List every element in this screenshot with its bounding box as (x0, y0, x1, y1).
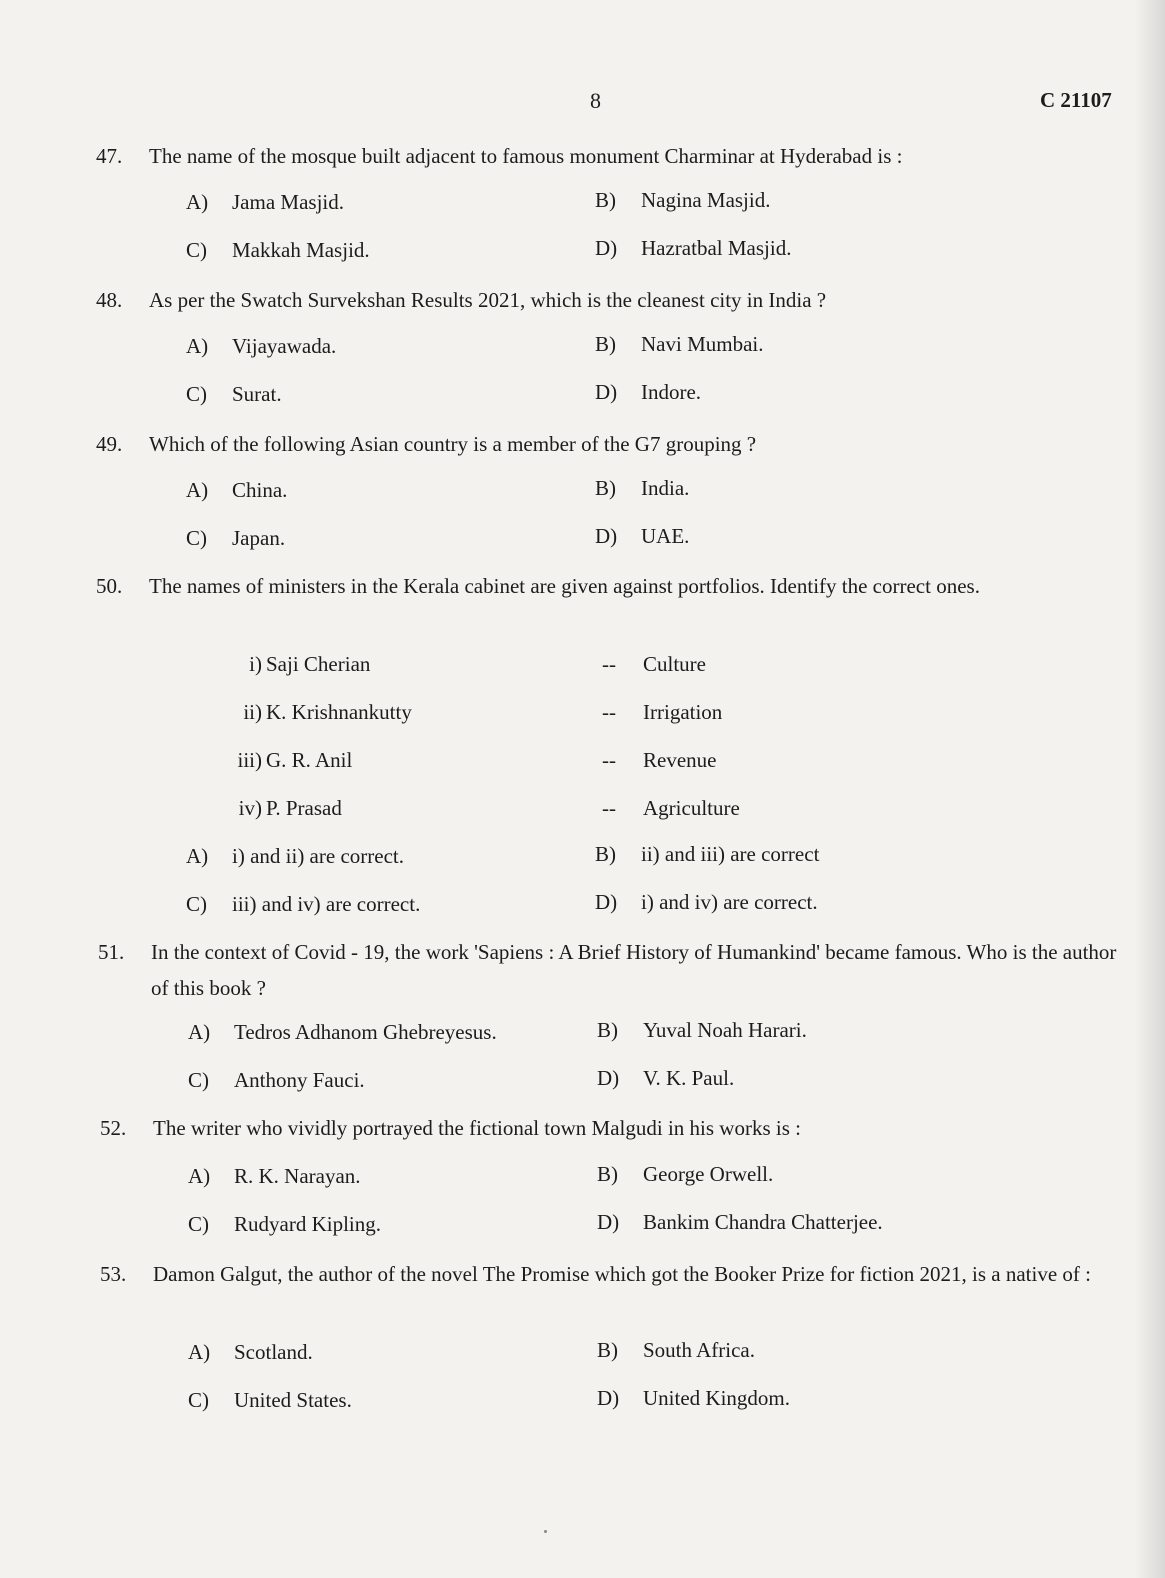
portfolio: Revenue (643, 748, 717, 772)
option-text: Scotland. (234, 1340, 313, 1364)
portfolio: Agriculture (643, 796, 740, 820)
minister-name: Saji Cherian (266, 652, 371, 676)
option-d (595, 236, 791, 261)
option-c (186, 238, 370, 263)
question-48 (96, 282, 1136, 318)
option-text: Vijayawada. (232, 334, 337, 358)
option-label: A) (186, 334, 209, 358)
question-number: 47. (96, 144, 123, 168)
option-text: Navi Mumbai. (641, 332, 764, 356)
option-b (595, 332, 763, 357)
portfolio: Culture (643, 652, 706, 676)
option-text: Indore. (641, 380, 702, 404)
minister-pair (218, 700, 412, 725)
question-50 (96, 568, 1136, 604)
option-b (597, 1162, 773, 1187)
option-text: Hazratbal Masjid. (641, 236, 792, 260)
option-text: Tedros Adhanom Ghebreyesus. (234, 1020, 497, 1044)
option-label: B) (595, 476, 616, 500)
option-label: D) (595, 236, 618, 260)
option-d (597, 1210, 883, 1235)
roman-numeral: ii) (243, 700, 262, 724)
option-d (597, 1386, 790, 1411)
pair-dash: -- (602, 652, 616, 676)
option-a (188, 1340, 313, 1365)
option-text: i) and iv) are correct. (641, 890, 818, 914)
option-text: India. (641, 476, 690, 500)
question-text: The name of the mosque built adjacent to famous monument Charminar at Hyderabad is : (149, 144, 903, 168)
option-c (188, 1212, 381, 1237)
option-b (597, 1018, 807, 1043)
option-label: B) (595, 188, 616, 212)
roman-numeral: i) (249, 652, 262, 676)
roman-numeral: iii) (237, 748, 262, 772)
option-text: Makkah Masjid. (232, 238, 370, 262)
option-text: i) and ii) are correct. (232, 844, 404, 868)
pair-dash: -- (602, 748, 616, 772)
page-edge-shadow (1135, 0, 1165, 1578)
option-label: D) (597, 1386, 620, 1410)
pair-dash: -- (602, 700, 616, 724)
option-label: A) (186, 844, 209, 868)
option-text: Japan. (232, 526, 286, 550)
option-label: C) (186, 238, 207, 262)
option-c (186, 526, 285, 551)
minister-name: P. Prasad (266, 796, 342, 820)
option-label: B) (597, 1338, 618, 1362)
option-text: South Africa. (643, 1338, 755, 1362)
option-label: C) (186, 526, 207, 550)
option-label: D) (597, 1066, 620, 1090)
option-text: Rudyard Kipling. (234, 1212, 381, 1236)
option-b (597, 1338, 755, 1363)
question-text: Which of the following Asian country is a member of the G7 grouping ? (149, 432, 757, 456)
option-label: D) (595, 524, 618, 548)
option-text: Anthony Fauci. (234, 1068, 365, 1092)
option-text: ii) and iii) are correct (641, 842, 820, 866)
question-53 (100, 1256, 1140, 1292)
option-label: C) (188, 1212, 209, 1236)
option-label: A) (186, 190, 209, 214)
minister-pair (218, 748, 352, 773)
option-label: D) (595, 380, 618, 404)
option-c (188, 1068, 365, 1093)
option-label: B) (595, 332, 616, 356)
option-label: C) (188, 1388, 209, 1412)
option-label: A) (186, 478, 209, 502)
option-a (188, 1164, 361, 1189)
pair-dash: -- (602, 796, 616, 820)
option-label: B) (597, 1018, 618, 1042)
option-c (186, 892, 420, 917)
question-number: 50. (96, 574, 123, 598)
question-text: In the context of Covid - 19, the work 'Sapiens : A Brief History of Humankind' became famous. Who is the author of this book ? (151, 940, 1117, 1000)
question-number: 48. (96, 288, 123, 312)
question-text: As per the Swatch Survekshan Results 2021, which is the cleanest city in India ? (149, 288, 827, 312)
option-label: C) (186, 892, 207, 916)
option-label: A) (188, 1020, 211, 1044)
option-d (595, 380, 701, 405)
option-a (186, 334, 336, 359)
option-text: iii) and iv) are correct. (232, 892, 421, 916)
option-a (186, 190, 344, 215)
question-49 (96, 426, 1136, 462)
question-text: Damon Galgut, the author of the novel The Promise which got the Booker Prize for fiction 2021, is a native of : (153, 1262, 1091, 1286)
option-c (186, 382, 282, 407)
option-c (188, 1388, 352, 1413)
option-label: A) (188, 1340, 211, 1364)
option-d (597, 1066, 734, 1091)
option-text: United States. (234, 1388, 352, 1412)
question-number: 53. (100, 1262, 127, 1286)
option-label: D) (595, 890, 618, 914)
option-text: China. (232, 478, 288, 502)
option-text: V. K. Paul. (643, 1066, 735, 1090)
option-label: B) (597, 1162, 618, 1186)
option-text: R. K. Narayan. (234, 1164, 361, 1188)
question-52 (100, 1110, 1140, 1146)
option-text: UAE. (641, 524, 690, 548)
option-label: D) (597, 1210, 620, 1234)
option-label: B) (595, 842, 616, 866)
page-number: 8 (590, 88, 601, 113)
question-number: 52. (100, 1116, 127, 1140)
question-text: The writer who vividly portrayed the fictional town Malgudi in his works is : (153, 1116, 801, 1140)
minister-pair (218, 652, 370, 677)
option-a (188, 1020, 497, 1045)
roman-numeral: iv) (238, 796, 262, 820)
option-label: A) (188, 1164, 211, 1188)
option-text: United Kingdom. (643, 1386, 790, 1410)
option-text: Surat. (232, 382, 282, 406)
option-b (595, 476, 689, 501)
paper-code: C 21107 (1040, 88, 1112, 112)
question-number: 49. (96, 432, 123, 456)
option-d (595, 524, 689, 549)
question-47 (96, 138, 1136, 174)
option-label: C) (186, 382, 207, 406)
option-text: Nagina Masjid. (641, 188, 771, 212)
option-label: C) (188, 1068, 209, 1092)
option-d (595, 890, 818, 915)
question-text: The names of ministers in the Kerala cabinet are given against portfolios. Identify the correct ones. (149, 574, 980, 598)
question-51 (98, 934, 1138, 1006)
portfolio: Irrigation (643, 700, 723, 724)
minister-name: G. R. Anil (266, 748, 353, 772)
question-number: 51. (98, 940, 125, 964)
minister-pair (218, 796, 342, 821)
option-text: Yuval Noah Harari. (643, 1018, 807, 1042)
scan-speck (544, 1530, 547, 1533)
option-text: Bankim Chandra Chatterjee. (643, 1210, 883, 1234)
minister-name: K. Krishnankutty (266, 700, 412, 724)
option-b (595, 842, 819, 867)
option-b (595, 188, 770, 213)
option-a (186, 478, 287, 503)
option-a (186, 844, 404, 869)
option-text: George Orwell. (643, 1162, 774, 1186)
option-text: Jama Masjid. (232, 190, 344, 214)
